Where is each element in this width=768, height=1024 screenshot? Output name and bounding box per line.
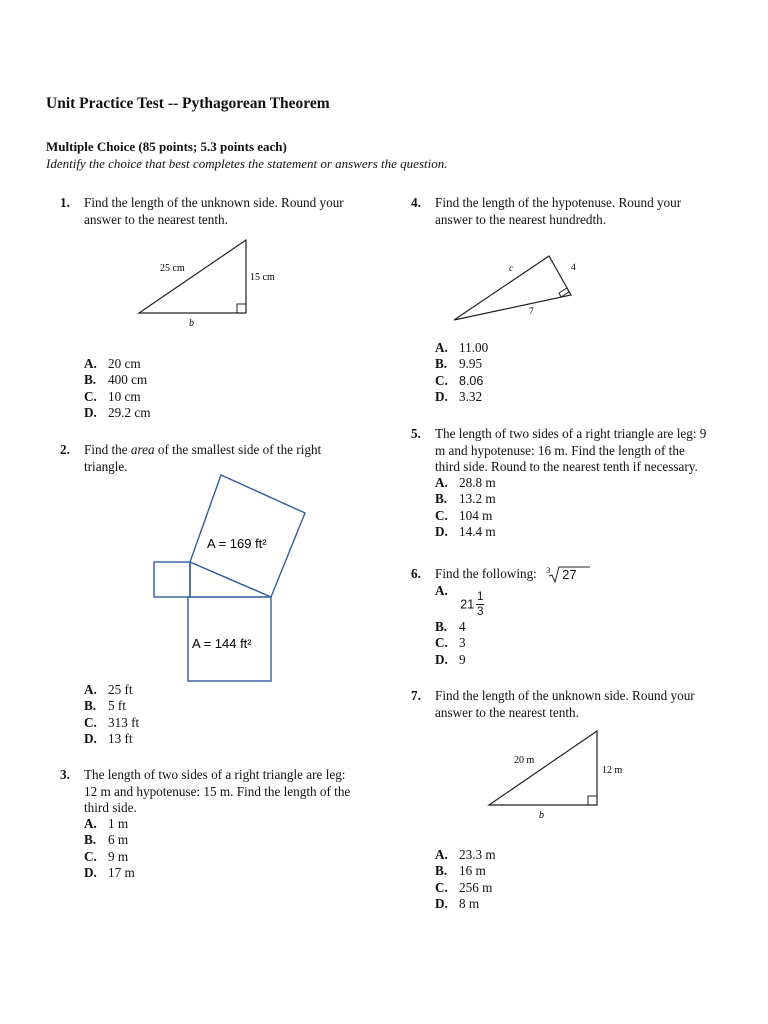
base-label: b — [539, 810, 544, 821]
question-7 — [411, 688, 741, 728]
option-a[interactable]: A. 11.00 — [435, 340, 489, 355]
option-c[interactable]: C. 8.06 — [435, 372, 484, 388]
option-d[interactable]: D. 13 ft — [84, 730, 133, 746]
base-label: 7 — [529, 307, 534, 317]
large-square-area-label: A = 169 ft² — [207, 536, 267, 551]
base-label: b — [189, 318, 194, 329]
question-text-line: third side. Round to the nearest tenth if necessary. — [435, 459, 698, 474]
question-text-line: Find the length of the unknown side. Round your — [435, 688, 695, 703]
options-q2 — [84, 682, 139, 747]
triangle-figure-q4 — [445, 250, 595, 330]
option-d[interactable]: D. 9 — [435, 651, 466, 667]
squares-figure-q2 — [150, 470, 315, 685]
option-c[interactable]: C. 104 m — [435, 507, 493, 523]
option-b[interactable]: B. 16 m — [435, 863, 486, 879]
question-5 — [411, 426, 751, 478]
mixed-number-whole: 21 — [460, 597, 475, 612]
option-b[interactable]: B. 9.95 — [435, 356, 483, 372]
triangle-figure-q7 — [480, 725, 640, 825]
radicand: 27 — [562, 567, 577, 582]
question-text: Find the following: — [435, 566, 537, 581]
options-q7 — [435, 847, 496, 912]
question-text-line: answer to the nearest hundredth. — [435, 211, 607, 227]
question-3 — [60, 767, 390, 819]
options-q4 — [435, 340, 488, 405]
leg-label: 15 cm — [250, 272, 275, 283]
cube-root-expression — [546, 566, 590, 582]
option-c[interactable]: C. 3 — [435, 635, 466, 651]
option-b[interactable]: B. 6 m — [84, 832, 129, 848]
right-triangle — [190, 562, 271, 597]
medium-square-area-label: A = 144 ft² — [192, 636, 252, 651]
emphasized-word: area — [130, 442, 155, 457]
option-c[interactable]: C. 10 cm — [84, 388, 141, 404]
option-d[interactable]: D. 8 m — [435, 895, 480, 911]
question-text-line: answer to the nearest tenth. — [84, 211, 228, 227]
right-angle-marker — [588, 796, 597, 805]
question-4 — [411, 195, 741, 235]
question-text-line: 12 m and hypotenuse: 15 m. Find the length of the — [84, 783, 351, 799]
option-c[interactable]: C. 9 m — [84, 848, 129, 864]
page-title: Unit Practice Test -- Pythagorean Theorem — [46, 95, 330, 112]
right-triangle — [489, 731, 597, 805]
question-text-line: answer to the nearest tenth. — [435, 704, 579, 720]
question-number: 1. — [60, 195, 70, 210]
option-d[interactable]: D. 17 m — [84, 864, 135, 880]
option-c[interactable]: C. 313 ft — [84, 714, 140, 730]
option-a[interactable]: A. 20 cm — [84, 356, 141, 371]
question-number: 6. — [411, 566, 421, 581]
option-b[interactable]: B. 5 ft — [84, 698, 126, 714]
question-number: 3. — [60, 767, 70, 782]
fraction: $\frac{1}{3}$ — [477, 591, 484, 618]
leg-label: 12 m — [602, 765, 623, 776]
root-index: 3 — [546, 565, 551, 575]
question-text: of the smallest side of the right — [154, 442, 322, 457]
question-1 — [60, 195, 380, 235]
option-a[interactable]: A. 25 ft — [84, 682, 133, 697]
question-number: 4. — [411, 195, 421, 210]
question-text-line: triangle. — [84, 458, 128, 474]
hypotenuse-label: c — [509, 264, 514, 274]
section-heading: Multiple Choice (85 points; 5.3 points each) — [46, 139, 287, 154]
option-a[interactable]: A. 21 $\frac{1}{3}$ — [435, 583, 484, 618]
right-triangle — [139, 240, 246, 313]
question-number: 5. — [411, 426, 421, 441]
question-text-line: Find the length of the hypotenuse. Round your — [435, 195, 682, 210]
option-d[interactable]: D. 3.32 — [435, 388, 483, 404]
options-q5 — [435, 475, 496, 540]
right-angle-marker — [237, 304, 246, 313]
option-d[interactable]: D. 14.4 m — [435, 523, 496, 539]
leg-label: 4 — [571, 263, 576, 273]
small-square — [154, 562, 190, 597]
question-text-line: third side. — [84, 800, 137, 815]
question-text-line: m and hypotenuse: 16 m. Find the length of the — [435, 442, 685, 458]
hypotenuse-label: 20 m — [514, 755, 535, 766]
options-q3 — [84, 816, 135, 881]
option-b[interactable]: B. 13.2 m — [435, 491, 496, 507]
question-text-line: The length of two sides of a right triangle are leg: — [84, 767, 346, 782]
option-b[interactable]: B. 400 cm — [84, 372, 148, 388]
option-d[interactable]: D. 29.2 cm — [84, 404, 151, 420]
option-b[interactable]: B. 4 — [435, 619, 466, 634]
option-a[interactable]: A. 28.8 m — [435, 475, 496, 490]
option-a[interactable]: A. 1 m — [84, 816, 129, 831]
question-text: Find the — [84, 442, 131, 457]
question-text-line: Find the length of the unknown side. Round your — [84, 195, 344, 210]
instructions: Identify the choice that best completes the statement or answers the question. — [46, 156, 448, 171]
options-q1 — [84, 356, 151, 421]
triangle-figure-q1 — [130, 235, 290, 330]
question-text-line: The length of two sides of a right triangle are leg: 9 — [435, 426, 707, 441]
question-number: 7. — [411, 688, 421, 703]
question-number: 2. — [60, 442, 70, 457]
option-a[interactable]: A. 23.3 m — [435, 847, 496, 862]
option-c[interactable]: C. 256 m — [435, 879, 493, 895]
options-q6 — [435, 583, 484, 668]
hypotenuse-label: 25 cm — [160, 263, 185, 274]
